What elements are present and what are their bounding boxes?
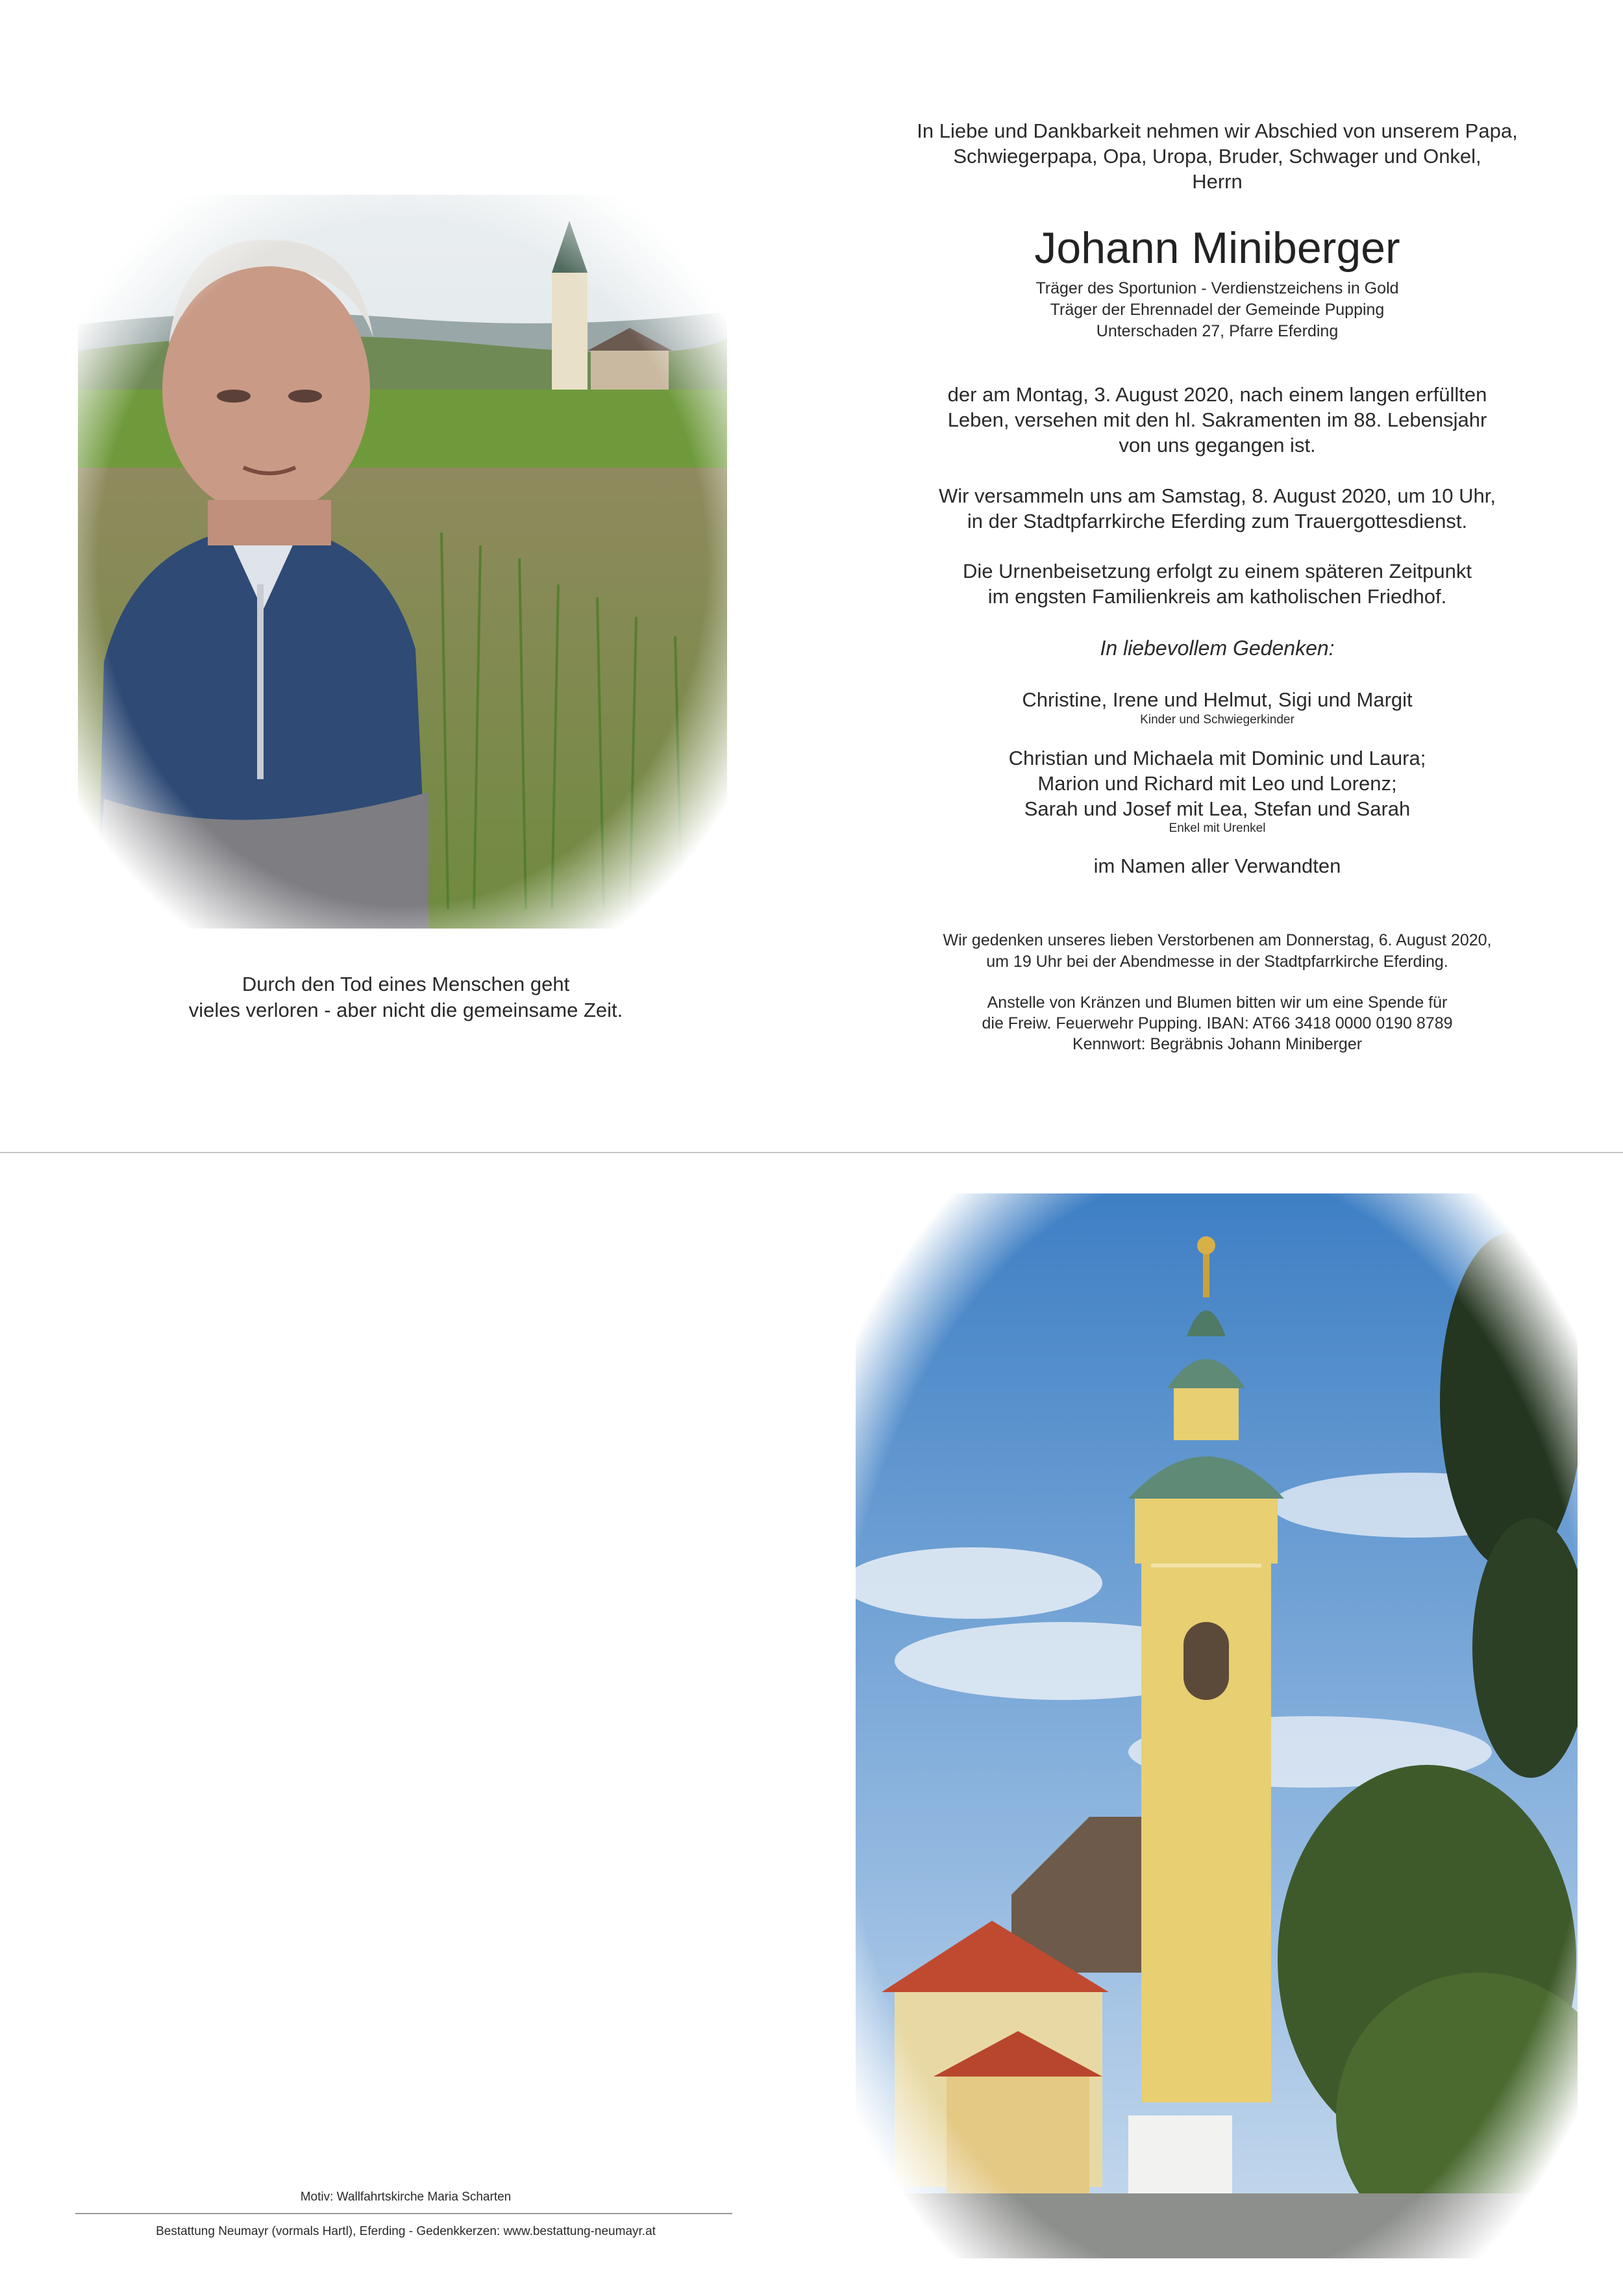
service-text xyxy=(883,483,1552,534)
passing-line: der am Montag, 3. August 2020, nach einem langen erfüllten xyxy=(947,383,1487,406)
donation-line: Kennwort: Begräbnis Johann Miniberger xyxy=(1072,1035,1363,1053)
grandchildren-line: Marion und Richard mit Leo und Lorenz; xyxy=(1037,772,1397,795)
church-photo xyxy=(856,1193,1578,2258)
donation-line: Anstelle von Kränzen und Blumen bitten wir um eine Spende für xyxy=(987,993,1448,1012)
deceased-name: Johann Miniberger xyxy=(1034,223,1400,273)
motif-caption: Motiv: Wallfahrtskirche Maria Scharten xyxy=(300,2190,512,2204)
footer-divider xyxy=(75,2213,732,2214)
intro-text xyxy=(883,118,1552,194)
evening-mass-line: Wir gedenken unseres lieben Verstorbenen am Donnerstag, 6. August 2020, xyxy=(943,931,1492,949)
children-note: Kinder und Schwiegerkinder xyxy=(1140,713,1295,727)
memory-heading: In liebevollem Gedenken: xyxy=(1100,636,1335,660)
portrait-caption xyxy=(117,971,695,1023)
portrait-photo xyxy=(78,195,727,929)
intro-line: Herrn xyxy=(1192,170,1243,193)
urn-text xyxy=(883,558,1552,609)
service-line: Wir versammeln uns am Samstag, 8. August 2020, um 10 Uhr, xyxy=(938,484,1496,507)
intro-line: In Liebe und Dankbarkeit nehmen wir Abschied von unserem Papa, xyxy=(917,119,1518,142)
passing-line: von uns gegangen ist. xyxy=(1119,434,1316,456)
donation-line: die Freiw. Feuerwehr Pupping. IBAN: AT66 3418 0000 0190 8789 xyxy=(982,1014,1453,1032)
caption-line: vieles verloren - aber nicht die gemeinsame Zeit. xyxy=(188,999,623,1021)
grandchildren-line: Christian und Michaela mit Dominic und Laura; xyxy=(1008,747,1426,769)
grandchildren-names xyxy=(883,745,1552,821)
evening-mass-line: um 19 Uhr bei der Abendmesse in der Stadtpfarrkirche Eferding. xyxy=(986,953,1448,971)
caption-line: Durch den Tod eines Menschen geht xyxy=(242,973,570,995)
relatives-line: im Namen aller Verwandten xyxy=(1093,855,1341,877)
address-line: Unterschaden 27, Pfarre Eferding xyxy=(1096,322,1339,340)
passing-text xyxy=(883,382,1552,458)
grandchildren-note: Enkel mit Urenkel xyxy=(1169,821,1266,835)
intro-line: Schwiegerpapa, Opa, Uropa, Bruder, Schwager und Onkel, xyxy=(953,145,1481,168)
evening-mass-text xyxy=(883,930,1552,973)
donation-text xyxy=(883,992,1552,1054)
urn-line: Die Urnenbeisetzung erfolgt zu einem späteren Zeitpunkt xyxy=(962,560,1472,582)
urn-line: im engsten Familienkreis am katholischen Friedhof. xyxy=(987,585,1447,608)
grandchildren-line: Sarah und Josef mit Lea, Stefan und Sarah xyxy=(1024,797,1411,820)
footer-credits: Bestattung Neumayr (vormals Hartl), Eferding - Gedenkkerzen: www.bestattung-neumayr.at xyxy=(156,2225,656,2238)
honors-list xyxy=(883,278,1552,342)
service-line: in der Stadtpfarrkirche Eferding zum Trauergottesdienst. xyxy=(967,510,1468,532)
fold-divider xyxy=(0,1152,1623,1153)
honor-line: Träger des Sportunion - Verdienstzeichens in Gold xyxy=(1035,279,1399,297)
passing-line: Leben, versehen mit den hl. Sakramenten im 88. Lebensjahr xyxy=(947,408,1487,431)
children-names: Christine, Irene und Helmut, Sigi und Margit xyxy=(1022,688,1413,711)
honor-line: Träger der Ehrennadel der Gemeinde Pupping xyxy=(1050,301,1385,319)
